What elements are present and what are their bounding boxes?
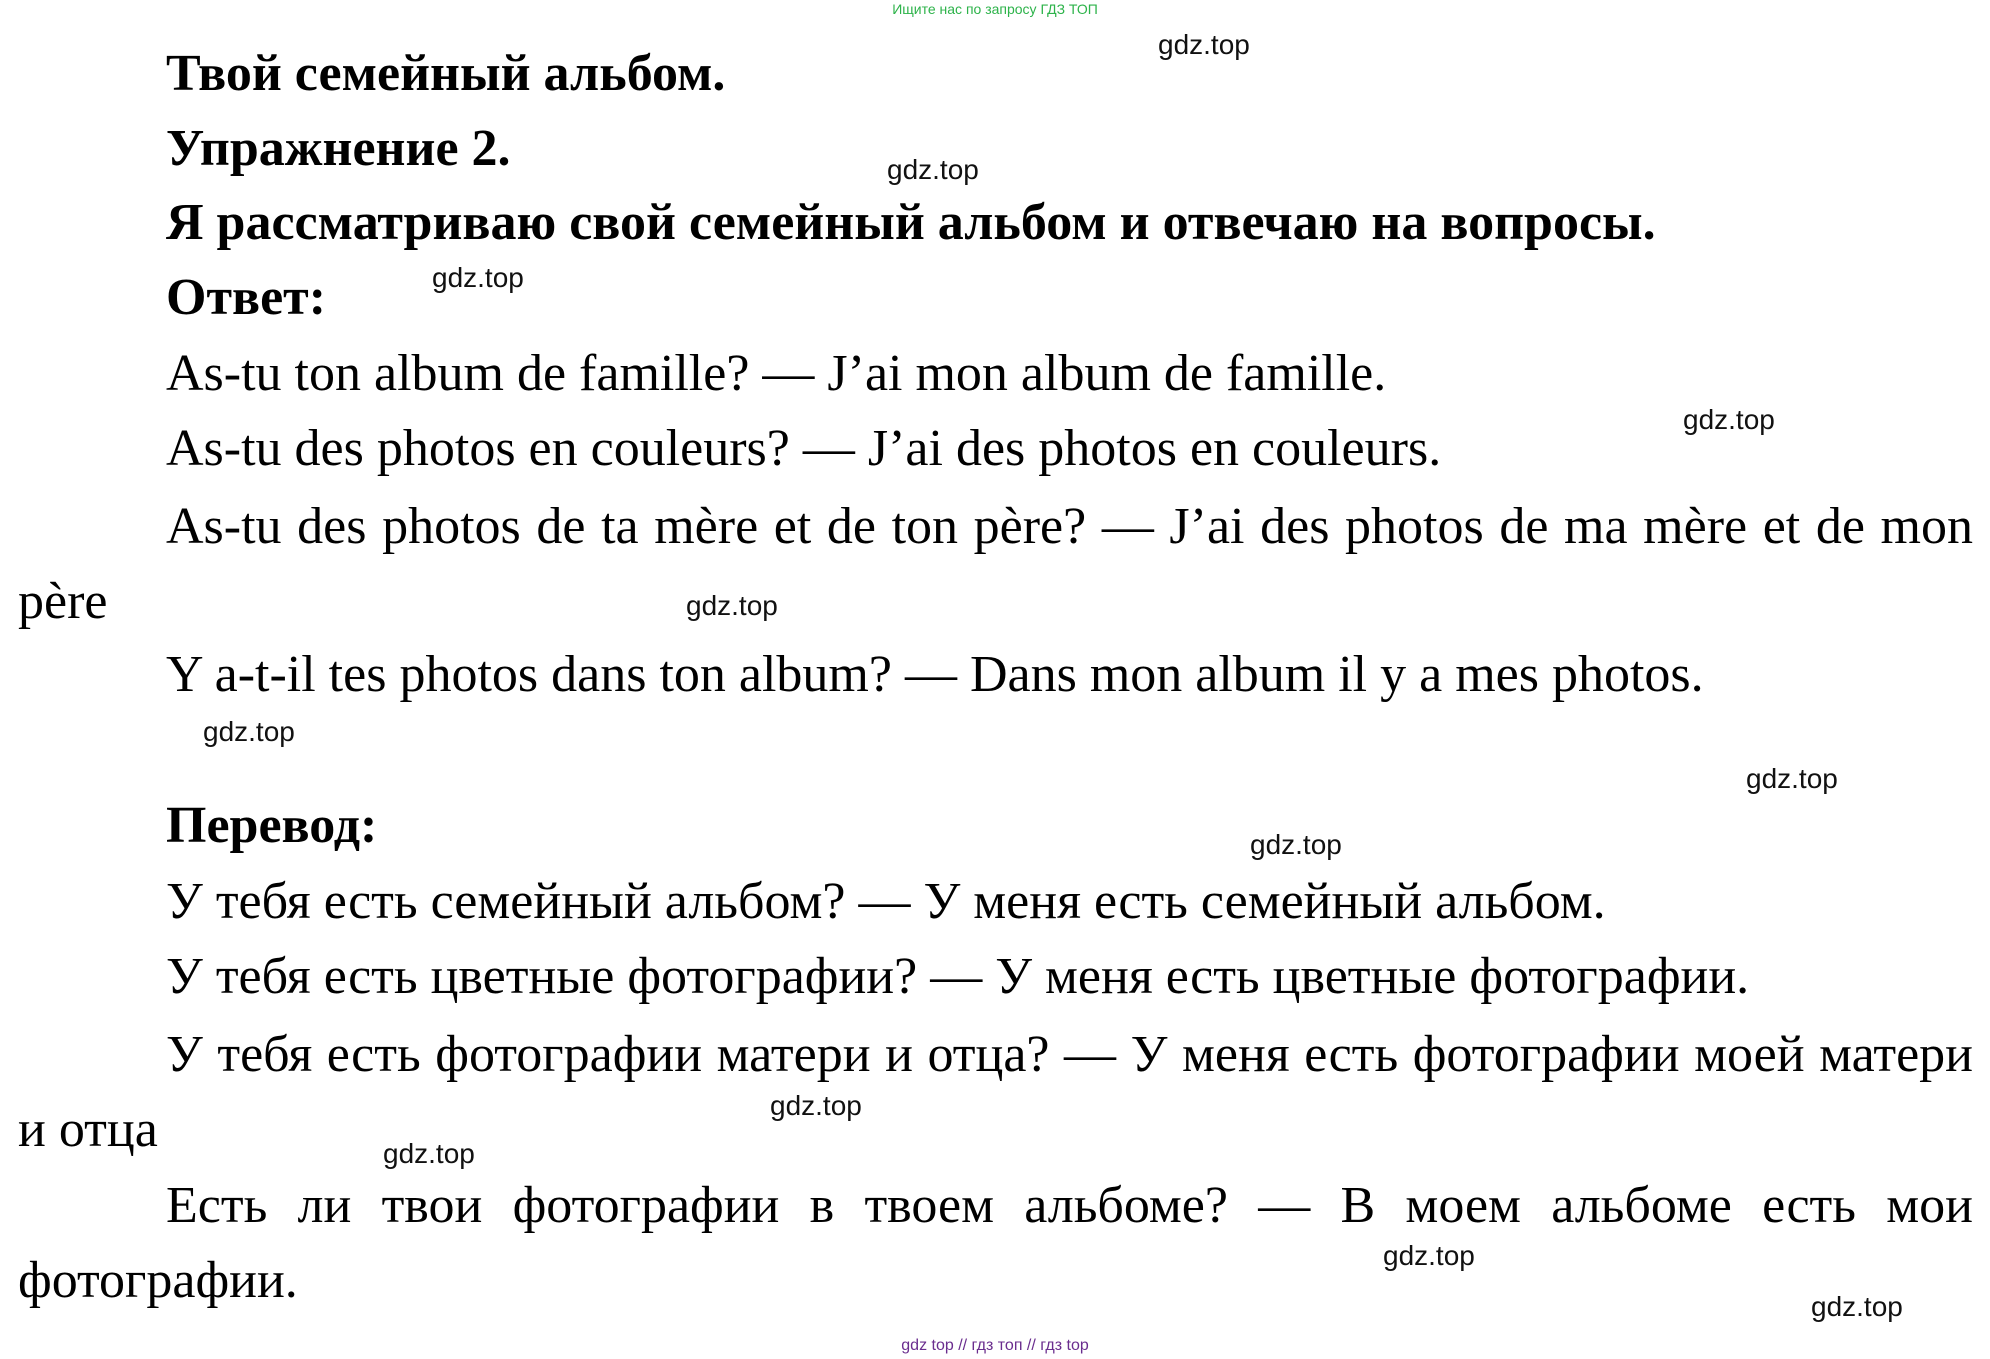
task-text: Я рассматриваю свой семейный альбом и отвечаю на вопросы. (166, 194, 1656, 251)
watermark: gdz.top (203, 716, 295, 747)
exercise-number: Упражнение 2. (166, 120, 511, 177)
watermark: gdz.top (1683, 404, 1775, 435)
watermark: gdz.top (1383, 1240, 1475, 1271)
translation-label: Перевод: (166, 797, 378, 854)
answer-line: As-tu ton album de famille? — J’ai mon album de famille. (166, 345, 1387, 402)
bottom-banner: gdz top // гдз топ // гдз top (901, 1337, 1089, 1354)
translation-line: У тебя есть фотографии матери и отца? — У меня есть фотографии моей матери и отца (18, 1026, 1973, 1158)
page-title: Твой семейный альбом. (166, 45, 726, 102)
watermark: gdz.top (887, 154, 979, 185)
translation-line: У тебя есть семейный альбом? — У меня есть семейный альбом. (166, 873, 1606, 930)
answer-line: As-tu des photos de ta mère et de ton père? — J’ai des photos de ma mère et de mon père (18, 498, 1973, 630)
watermark: gdz.top (686, 590, 778, 621)
answer-line: Y a-t-il tes photos dans ton album? — Dans mon album il y a mes photos. (166, 646, 1704, 703)
watermark: gdz.top (1746, 763, 1838, 794)
watermark: gdz.top (1250, 829, 1342, 860)
watermark: gdz.top (1158, 29, 1250, 60)
top-banner: Ищите нас по запросу ГДЗ ТОП (892, 1, 1098, 17)
watermark: gdz.top (432, 262, 524, 293)
watermark: gdz.top (383, 1138, 475, 1169)
watermark: gdz.top (1811, 1291, 1903, 1322)
translation-line: Есть ли твои фотографии в твоем альбоме? — В моем альбоме есть мои фотографии. (18, 1177, 1973, 1309)
answer-line: As-tu des photos en couleurs? — J’ai des photos en couleurs. (166, 420, 1442, 477)
answer-label: Ответ: (166, 269, 327, 326)
watermark: gdz.top (770, 1090, 862, 1121)
translation-line: У тебя есть цветные фотографии? — У меня есть цветные фотографии. (166, 948, 1750, 1005)
